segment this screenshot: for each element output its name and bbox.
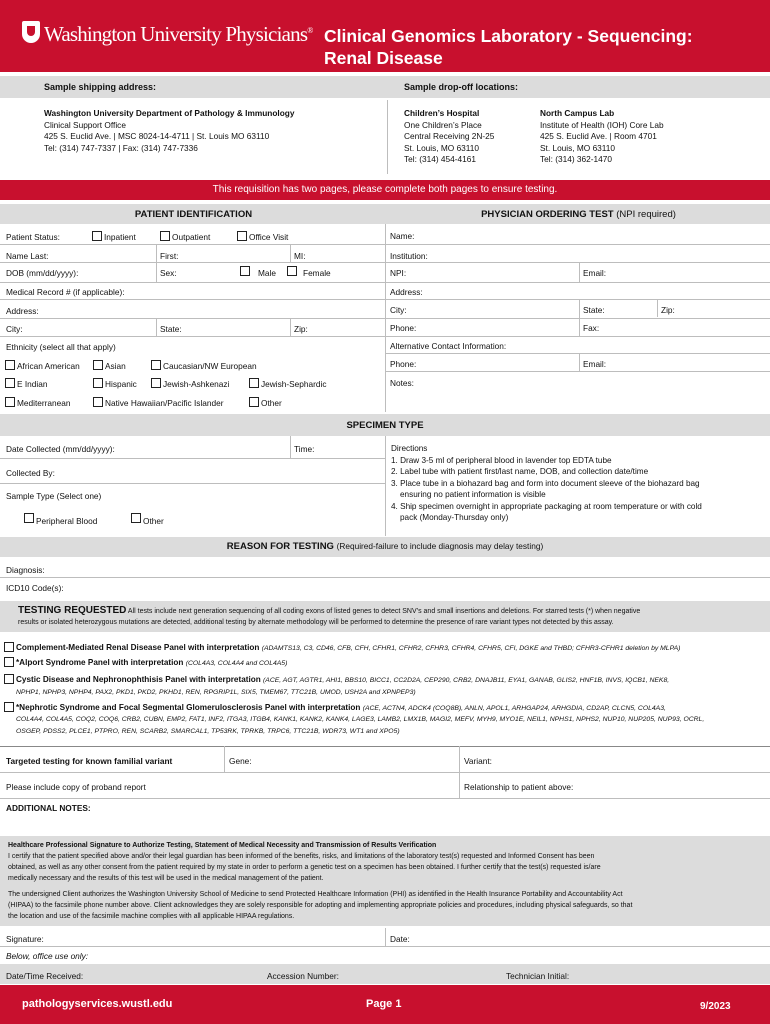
alport-panel-checkbox[interactable] <box>4 657 14 667</box>
nephrotic-panel: *Nephrotic Syndrome and Focal Segmental Glomerulosclerosis Panel with interpretation (ACE, ACTN4, ADCK4 (COQ8B), ANLN, APOL1, ARHGAP24, ARHGDIA, CD2AP, CLCN5, COL4A3, <box>16 703 666 712</box>
physician-fax-field[interactable]: Fax: <box>583 323 600 333</box>
ethnicity-caucasian-checkbox[interactable] <box>151 360 161 370</box>
testing-intro: TESTING REQUESTED All tests include next generation sequencing of all coding exons of listed genes to detect SNV’s and small insertions and deletions. For starred tests (*) when negative results or isolated heterozygous mutations are detected, additional testing by alternate methodology will be performed to determine the presence of rare variant types not detected by this assay. <box>18 605 641 626</box>
alt-email-field[interactable]: Email: <box>583 359 607 369</box>
shipping-address: Washington University Department of Pathology & Immunology Clinical Support Office 425 S. Euclid Ave. | MSC 8024-14-4711 | St. Louis MO 63110 Tel: (314) 747-7337 | Fax: (314) 747-7336 <box>44 108 295 153</box>
technician-initial-field[interactable]: Technician Initial: <box>506 971 570 981</box>
logo-text: Washington University Physicians® <box>44 22 313 46</box>
physician-heading: PHYSICIAN ORDERING TEST (NPI required) <box>481 209 676 220</box>
cystic-panel-checkbox[interactable] <box>4 674 14 684</box>
patient-heading: PATIENT IDENTIFICATION <box>134 209 253 220</box>
relationship-field[interactable]: Relationship to patient above: <box>464 782 574 792</box>
patient-city-field[interactable]: City: <box>6 324 23 334</box>
ethnicity-jewish-sephardic-checkbox[interactable] <box>249 378 259 388</box>
peripheral-blood-checkbox[interactable] <box>24 513 34 523</box>
reason-heading: REASON FOR TESTING (Required-failure to include diagnosis may delay testing) <box>226 541 544 552</box>
male-checkbox[interactable] <box>240 266 250 276</box>
physician-city-field[interactable]: City: <box>390 305 407 315</box>
dob-field[interactable]: DOB (mm/dd/yyyy): <box>6 268 79 278</box>
physician-name-field[interactable]: Name: <box>390 231 415 241</box>
date-received-field[interactable]: Date/Time Received: <box>6 971 84 981</box>
page-number: Page 1 <box>366 998 402 1010</box>
mrn-field[interactable]: Medical Record # (if applicable): <box>6 287 125 297</box>
complement-panel-checkbox[interactable] <box>4 642 14 652</box>
patient-address-field[interactable]: Address: <box>6 306 39 316</box>
shipping-heading: Sample shipping address: <box>44 82 157 92</box>
footer-url[interactable]: pathologyservices.wustl.edu <box>22 998 173 1010</box>
npi-field[interactable]: NPI: <box>390 268 407 278</box>
two-page-notice: This requisition has two pages, please complete both pages to ensure testing. <box>0 180 770 200</box>
page-title: Clinical Genomics Laboratory - Sequencing: Renal Disease <box>324 26 693 68</box>
outpatient-checkbox[interactable] <box>160 231 170 241</box>
accession-number-field[interactable]: Accession Number: <box>267 971 339 981</box>
collection-directions: Directions 1. Draw 3-5 ml of peripheral blood in lavender top EDTA tube 2. Label tube with patient first/last name, DOB, and collection date/time 3. Place tube in a biohazard bag and form into document sleeve of the biohazard bag ensuring no patient information is visible 4. Ship specimen overnight in appropriate packaging at room temperature or with cold pack (Monday-Thursday only) <box>391 444 702 522</box>
first-name-field[interactable]: First: <box>160 251 179 261</box>
patient-zip-field[interactable]: Zip: <box>294 324 308 334</box>
signature-field[interactable]: Signature: <box>6 934 44 944</box>
patient-state-field[interactable]: State: <box>160 324 182 334</box>
dropoff-heading: Sample drop-off locations: <box>404 82 519 92</box>
signature-date-field[interactable]: Date: <box>390 934 410 944</box>
physician-address-field[interactable]: Address: <box>390 287 423 297</box>
icd10-field[interactable]: ICD10 Code(s): <box>6 583 64 593</box>
ethnicity-hispanic-checkbox[interactable] <box>93 378 103 388</box>
additional-notes-field[interactable]: ADDITIONAL NOTES: <box>6 803 91 813</box>
ethnicity-african-american-checkbox[interactable] <box>5 360 15 370</box>
consent-statement: Healthcare Professional Signature to Authorize Testing, Statement of Medical Necessity and Transmission of Results Verification I certify that the patient specified above and/or their legal guardian has been informed of the benefits, risks, and limitations of the laboratory test(s) requested and Informed Consent has been obtained, as well as any other consent from the patient required by my state in order to perform a genetic test on a specimen has been obtained. I further certify that the test(s) requested is/are medically necessary and the results of this test will be used in the medical management of the patient. The undersigned Client authorizes the Washington University School of Medicine to send Protected Healthcare Information (PHI) as identified in the Health Insurance Portability and Accountability Act (HIPAA) to the facsimile phone number above. Client acknowledges they are solely responsible for adopting and implementing appropriate policies and procedures, including physical safeguards, so that the location and use of the facsimile machine complies with all applicable HIPAA regulations. <box>8 842 633 920</box>
mi-field[interactable]: MI: <box>294 251 306 261</box>
ethnicity-pacific-islander-checkbox[interactable] <box>93 397 103 407</box>
institution-field[interactable]: Institution: <box>390 251 428 261</box>
inpatient-checkbox[interactable] <box>92 231 102 241</box>
ethnicity-other-checkbox[interactable] <box>249 397 259 407</box>
collected-by-field[interactable]: Collected By: <box>6 468 55 478</box>
specimen-heading: SPECIMEN TYPE <box>346 420 424 431</box>
time-collected-field[interactable]: Time: <box>294 444 315 454</box>
female-checkbox[interactable] <box>287 266 297 276</box>
cystic-panel: Cystic Disease and Nephronophthisis Panel with interpretation (ACE, AGT, AGTR1, AHI1, BBS10, BICC1, CC2D2A, CEP290, CRB2, DNAJB11, EYA1, GANAB, GLIS2, HNF1B, INVS, IQCB1, NEK8, <box>16 675 670 684</box>
revision-date: 9/2023 <box>700 1001 731 1012</box>
physician-state-field[interactable]: State: <box>583 305 605 315</box>
dropoff-north-campus: North Campus Lab Institute of Health (IOH) Core Lab 425 S. Euclid Ave. | Room 4701 St. Louis, MO 63110 Tel: (314) 362-1470 <box>540 108 664 164</box>
familial-variant-label: Targeted testing for known familial variant <box>6 756 173 766</box>
notes-field[interactable]: Notes: <box>390 378 414 388</box>
sample-other-checkbox[interactable] <box>131 513 141 523</box>
ethnicity-mediterranean-checkbox[interactable] <box>5 397 15 407</box>
ethnicity-e-indian-checkbox[interactable] <box>5 378 15 388</box>
physician-zip-field[interactable]: Zip: <box>661 305 675 315</box>
office-visit-checkbox[interactable] <box>237 231 247 241</box>
dropoff-childrens: Children’s Hospital One Children’s Place Central Receiving 2N-25 St. Louis, MO 63110 Tel: (314) 454-4161 <box>404 108 495 164</box>
ethnicity-jewish-ashkenazi-checkbox[interactable] <box>151 378 161 388</box>
diagnosis-field[interactable]: Diagnosis: <box>6 565 45 575</box>
complement-panel: Complement-Mediated Renal Disease Panel with interpretation (ADAMTS13, C3, CD46, CFB, CFH, CFHR1, CFHR2, CFHR3, CFHR4, CFHR5, CFI, DGKE and THBD; CFHR3-CFHR1 deletion by MLPA) <box>16 643 681 652</box>
ethnicity-asian-checkbox[interactable] <box>93 360 103 370</box>
nephrotic-panel-checkbox[interactable] <box>4 702 14 712</box>
physician-phone-field[interactable]: Phone: <box>390 323 417 333</box>
gene-field[interactable]: Gene: <box>229 756 252 766</box>
alt-phone-field[interactable]: Phone: <box>390 359 417 369</box>
alport-panel: *Alport Syndrome Panel with interpretation (COL4A3, COL4A4 and COL4A5) <box>16 658 288 667</box>
variant-field[interactable]: Variant: <box>464 756 492 766</box>
last-name-field[interactable]: Name Last: <box>6 251 49 261</box>
physician-email-field[interactable]: Email: <box>583 268 607 278</box>
university-shield-icon <box>22 21 40 43</box>
date-collected-field[interactable]: Date Collected (mm/dd/yyyy): <box>6 444 115 454</box>
